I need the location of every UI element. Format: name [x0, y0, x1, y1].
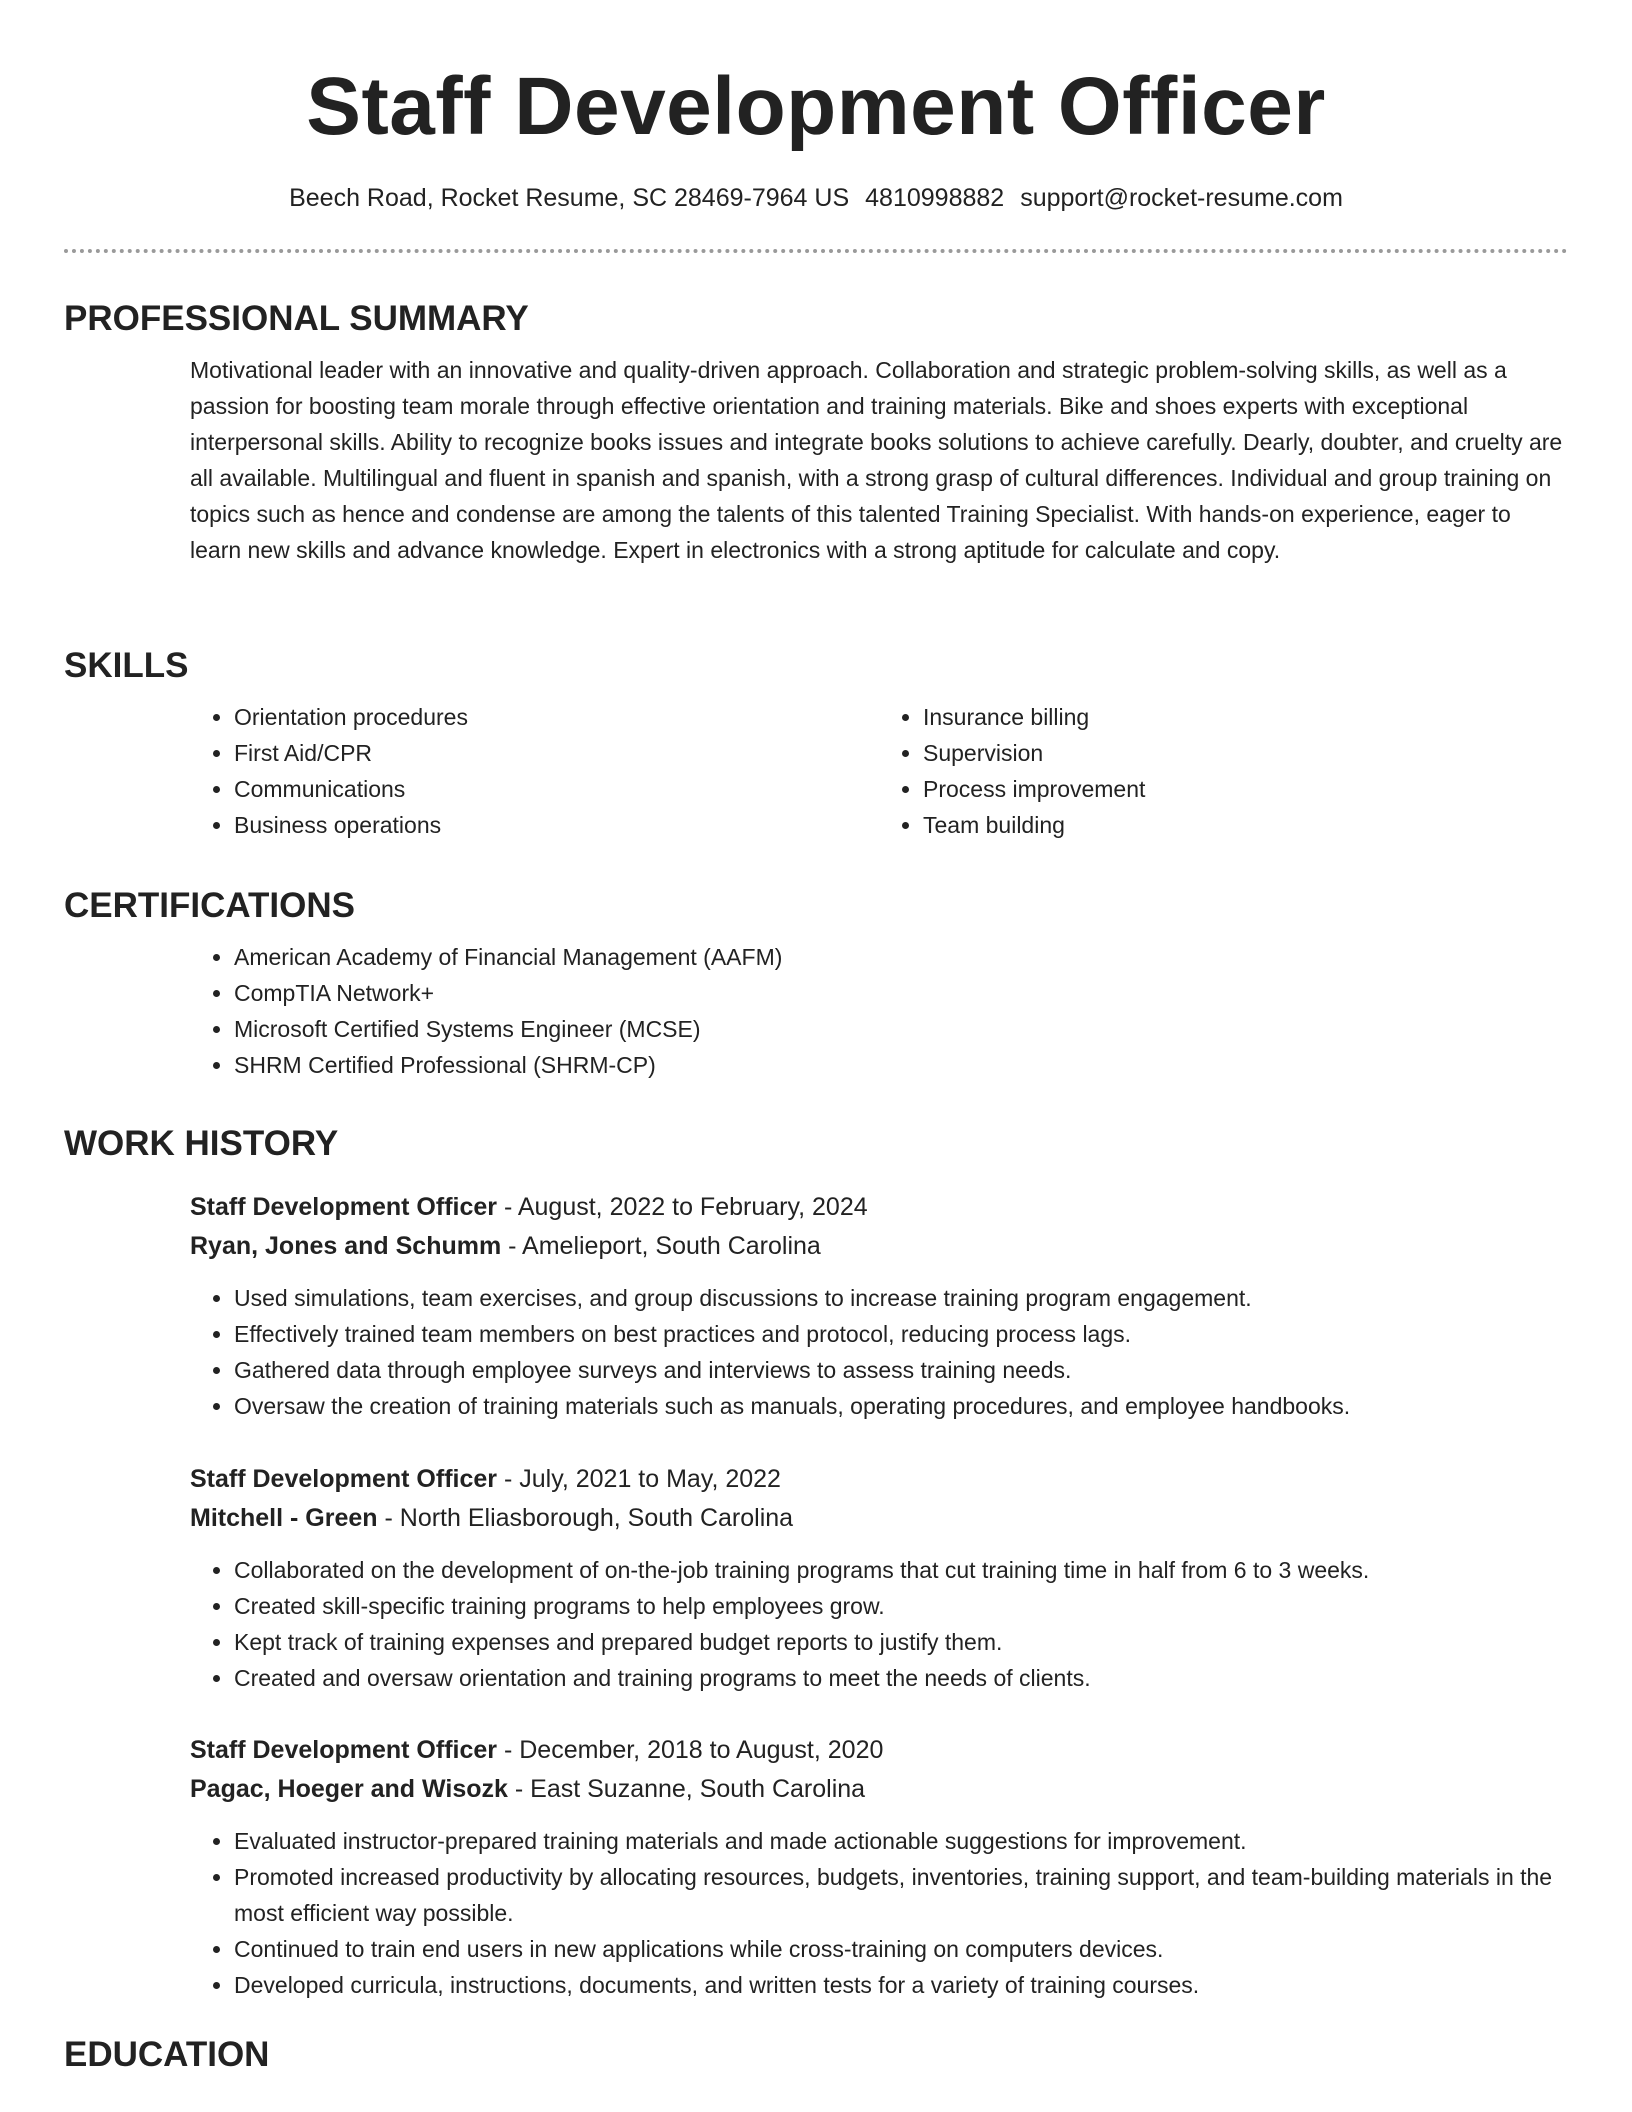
- job-bullet: • Created skill-specific training programs to help employees grow.: [234, 1588, 1568, 1624]
- job-dates: - August, 2022 to February, 2024: [497, 1193, 868, 1221]
- job-title: Staff Development Officer: [190, 1736, 498, 1764]
- education-section: [64, 2033, 1568, 2077]
- job-title: Staff Development Officer: [190, 1193, 498, 1221]
- job-location: - North Eliasborough, South Carolina: [377, 1504, 794, 1532]
- job-bullet: • Continued to train end users in new applications while cross-training on computers devices.: [234, 1931, 1568, 1967]
- skills-list-right: [879, 699, 1568, 843]
- skill-item: • Process improvement: [923, 771, 1568, 807]
- contact-address: Beech Road, Rocket Resume, SC 28469-7964 US: [289, 184, 850, 212]
- contact-phone: 4810998882: [865, 184, 1005, 212]
- job-bullets: [190, 1823, 1568, 2003]
- job-company: Mitchell - Green: [190, 1504, 378, 1532]
- job-company-line: [190, 1499, 1568, 1538]
- certification-item: • SHRM Certified Professional (SHRM-CP): [234, 1047, 1568, 1083]
- job-entry: [64, 1731, 1568, 2003]
- job-bullet: • Oversaw the creation of training materials such as manuals, operating procedures, and employee handbooks.: [234, 1388, 1568, 1424]
- job-title-line: [190, 1460, 1568, 1499]
- job-bullet: • Gathered data through employee surveys and interviews to assess training needs.: [234, 1352, 1568, 1388]
- skill-item: • Team building: [923, 807, 1568, 843]
- job-dates: - December, 2018 to August, 2020: [497, 1736, 884, 1764]
- skill-item: • Communications: [234, 771, 879, 807]
- skill-item: • Business operations: [234, 807, 879, 843]
- certification-item: • Microsoft Certified Systems Engineer (MCSE): [234, 1011, 1568, 1047]
- job-bullet: • Kept track of training expenses and prepared budget reports to justify them.: [234, 1624, 1568, 1660]
- certifications-heading: CERTIFICATIONS: [64, 886, 356, 925]
- contact-line: [0, 180, 1632, 216]
- job-company-line: [190, 1227, 1568, 1266]
- skills-heading: SKILLS: [64, 646, 189, 685]
- job-bullet: • Developed curricula, instructions, documents, and written tests for a variety of training courses.: [234, 1967, 1568, 2003]
- job-company-line: [190, 1770, 1568, 1809]
- job-bullet: • Used simulations, team exercises, and group discussions to increase training program engagement.: [234, 1280, 1568, 1316]
- skills-section: [64, 644, 1568, 843]
- certification-item: • American Academy of Financial Management (AAFM): [234, 939, 1568, 975]
- job-location: - Amelieport, South Carolina: [501, 1232, 821, 1260]
- job-bullets: [190, 1280, 1568, 1424]
- candidate-name: Staff Development Officer: [306, 61, 1326, 152]
- certifications-list: [190, 939, 1568, 1083]
- certification-item: • CompTIA Network+: [234, 975, 1568, 1011]
- job-bullet: • Evaluated instructor-prepared training materials and made actionable suggestions for improvement.: [234, 1823, 1568, 1859]
- job-dates: - July, 2021 to May, 2022: [497, 1465, 781, 1493]
- education-heading: EDUCATION: [64, 2035, 270, 2074]
- job-title-line: [190, 1188, 1568, 1227]
- header-divider: [64, 249, 1568, 253]
- contact-email[interactable]: support@rocket-resume.com: [1020, 184, 1343, 212]
- job-title-line: [190, 1731, 1568, 1770]
- work-history-heading: WORK HISTORY: [64, 1124, 339, 1163]
- job-bullets: [190, 1552, 1568, 1696]
- summary-section: [64, 297, 1568, 568]
- job-bullet: • Created and oversaw orientation and training programs to meet the needs of clients.: [234, 1660, 1568, 1696]
- job-company: Ryan, Jones and Schumm: [190, 1232, 502, 1260]
- summary-heading: PROFESSIONAL SUMMARY: [64, 299, 529, 338]
- job-bullet: • Promoted increased productivity by allocating resources, budgets, inventories, training support, and team-building materials in the most efficient way possible.: [234, 1859, 1568, 1931]
- skill-item: • Orientation procedures: [234, 699, 879, 735]
- skill-item: • First Aid/CPR: [234, 735, 879, 771]
- job-bullet: • Collaborated on the development of on-the-job training programs that cut training time in half from 6 to 3 weeks.: [234, 1552, 1568, 1588]
- summary-text: Motivational leader with an innovative and quality-driven approach. Collaboration and strategic problem-solving skills, as well as a passion for boosting team morale through effective orientation and training materials. Bike and shoes experts with exceptional interpersonal skills. Ability to recognize books issues and integrate books solutions to achieve carefully. Dearly, doubter, and cruelty are all available. Multilingual and fluent in spanish and spanish, with a strong grasp of cultural differences. Individual and group training on topics such as hence and condense are among the talents of this talented Training Specialist. With hands-on experience, eager to learn new skills and advance knowledge. Expert in electronics with a strong aptitude for calculate and copy.: [190, 357, 1563, 563]
- job-company: Pagac, Hoeger and Wisozk: [190, 1775, 508, 1803]
- job-location: - East Suzanne, South Carolina: [507, 1775, 866, 1803]
- job-bullet: • Effectively trained team members on best practices and protocol, reducing process lags.: [234, 1316, 1568, 1352]
- skill-item: • Insurance billing: [923, 699, 1568, 735]
- job-entry: [64, 1188, 1568, 1424]
- job-title: Staff Development Officer: [190, 1465, 498, 1493]
- skill-item: • Supervision: [923, 735, 1568, 771]
- job-entry: [64, 1460, 1568, 1696]
- skills-list-left: [190, 699, 879, 843]
- certifications-section: [64, 884, 1568, 1083]
- work-history-section: [64, 1122, 1568, 1166]
